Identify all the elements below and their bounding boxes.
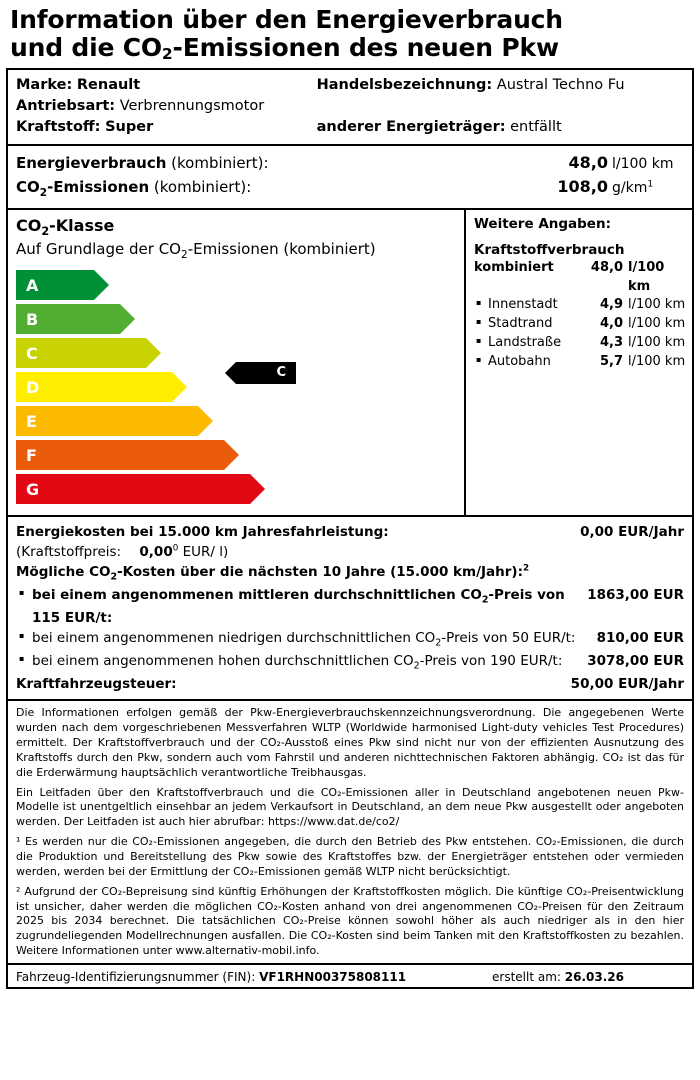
fuel-subvalue-unit: l/100 km [628,335,686,351]
co2-cost-row-text-a: bei einem angenommenen niedrigen durchschnittlichen CO [32,630,436,647]
vehicle-tax-value: 50,00 EUR/Jahr [570,676,684,693]
co2-class-bar-label: B [26,309,39,329]
fuel-combined-label: kombiniert [474,259,554,275]
energy-consumption-label-bold: Energieverbrauch [16,154,167,173]
footnote-paragraph-2: Ein Leitfaden über den Kraftstoffverbrauch und die CO₂-Emissionen aller in Deutschland angebotenen neuen Pkw-Modelle ist unentgeltlich einsehbar an jedem Verkaufsort in Deutschland, an dem neue Pkw ausgestellt oder angeboten werden. Der Leitfaden ist auch hier abrufbar: https://www.dat.de/co2/ [16,785,684,829]
fuel-price-sup: 0 [172,543,179,554]
co2-cost-row-amount: 3078,00 EUR [587,653,684,670]
fuel-combined-unit: l/100 km [628,259,665,294]
vin-footer [8,965,692,987]
co2-cost-row-text-sub: 2 [481,595,489,607]
co2-emission-unit-wrap [612,178,684,199]
label-body [6,68,694,989]
co2-class-marker: C [236,362,296,384]
page-title-line2 [10,34,692,62]
co2-class-bar-row [16,439,456,472]
co2-class-bar-row [16,303,456,336]
co2-class-bar-label: D [26,377,40,397]
further-info-heading: Weitere Angaben: [474,215,611,232]
co2-cost-heading-row [16,562,684,585]
fuel-label: Kraftstoff: [16,119,101,136]
co2-cost-heading-sub: 2 [110,572,118,584]
energy-consumption-row [16,151,684,175]
fuel-subvalue-value: 4,3 [599,335,623,351]
ident-row-fuel [16,117,684,138]
co2-cost-row-text-b: -Preis von [441,630,512,647]
co2-class-bar-label: A [26,275,39,295]
fuel-subvalue-unit: l/100 km [628,316,686,332]
co2-emission-label [16,176,557,202]
co2-cost-row-text-sub: 2 [435,638,442,650]
ident-row-drive [16,96,684,117]
ident-row-brand [16,75,684,96]
costs-section [8,517,692,701]
co2-cost-row-text [16,651,587,674]
trade-name-field [317,75,684,96]
page-title-line2-sub: 2 [161,45,173,64]
fuel-subvalue-value: 4,0 [599,316,623,332]
energy-consumption-value: 48,0 [568,153,608,173]
co2-class-bar-label: G [26,479,40,499]
vin-label: Fahrzeug-Identifizierungsnummer (FIN): [16,969,256,984]
co2-cost-row-text-a: bei einem angenommenen hohen durchschnittlichen CO [32,653,414,670]
fuel-combined-value: 48,0 [590,259,623,275]
fuel-subvalue-row [474,296,686,315]
fuel-price-text [16,542,684,562]
vehicle-tax-label: Kraftfahrzeugsteuer: [16,676,177,693]
footnote-paragraph-1: Die Informationen erfolgen gemäß der Pkw-Energieverbrauchskennzeichnungsverordnung. Die angegebenen Werte wurden nach dem vorgeschriebenen Messverfahren WLTP (Worldwide harmonised Light-duty vehicles Test Procedures) ermittelt. Der Kraftstoffverbrauch und der CO₂-Ausstoß eines Pkw sind nicht nur von der effizienten Ausnutzung des Kraftstoffs durch den Pkw, sondern auch vom Fahrstil und anderen nichttechnischen Faktoren abhängig. CO₂ ist das für die Erderwärmung hauptsächlich verantwortliche Treibhausgas. [16,706,684,779]
co2-cost-row-text-a: bei einem angenommenen mittleren durchschnittlichen CO [32,587,482,604]
co2-class-bar-a [16,270,94,300]
co2-class-heading [16,216,456,238]
energy-consumption-unit: l/100 km [612,156,674,173]
fuel-subvalue-row [474,353,686,372]
co2-class-bar-label: E [26,411,37,431]
fuel-field [16,117,317,138]
vin-field [16,970,406,984]
co2-cost-heading-sup: 2 [523,563,530,574]
fuel-subvalue-row [474,315,686,334]
co2-class-bar-g [16,474,250,504]
footnotes-section [8,701,692,965]
co2-class-bar-row [16,405,456,438]
fuel-subvalue-label: ▪ Innenstadt [474,296,583,315]
co2-emission-unit: g/km [612,180,648,197]
co2-class-bar-e [16,406,198,436]
co2-class-heading-a: CO [16,215,42,235]
trade-name-label: Handelsbezeichnung: [316,77,493,93]
footnote-paragraph-3: ¹ Es werden nur die CO₂-Emissionen angegeben, die durch den Betrieb des Pkw entstehen. CO₂-Emissionen, die durch die Produktion und Bereitstellung des Pkw sowie des Kraftstoffes bzw. der Energieträger entstehen oder vermieden werden, werden bei der Ermittlung der CO₂-Emissionen gemäß WLTP nicht berücksichtigt. [16,835,684,878]
co2-class-heading-sub: 2 [41,224,50,238]
co2-cost-row-text-b: -Preis von [488,587,565,604]
created-field [406,970,684,984]
co2-cost-row [16,585,684,628]
other-energy-field [317,117,684,138]
co2-cost-row-price-unit: EUR/t: [533,630,576,647]
co2-class-scale [8,210,466,515]
co2-class-bar-c [16,338,146,368]
brand-field [16,75,317,96]
co2-class-bar-b [16,304,120,334]
fuel-subvalue-unit: l/100 km [628,297,686,313]
fuel-price-value: 0,00 [139,544,173,561]
drive-type-field [16,96,317,117]
co2-class-section [8,210,692,517]
co2-cost-rows [16,585,684,674]
created-label: erstellt am: [492,969,561,984]
consumption-summary-section [8,146,692,210]
co2-class-heading-b: -Klasse [49,215,115,235]
brand-label: Marke: [16,77,73,93]
co2-class-subheading-a: Auf Grundlage der CO [16,239,181,258]
brand-value: Renault [76,77,141,93]
co2-class-bar-d [16,372,172,402]
co2-class-subheading-b: -Emissionen (kombiniert) [187,239,376,258]
energy-cost-label: Energiekosten bei 15.000 km Jahresfahrleistung: [16,523,389,540]
co2-emission-label-rest: (kombiniert): [149,178,252,197]
co2-cost-row [16,628,684,651]
co2-cost-row-price: 115 [32,610,65,627]
created-value: 26.03.26 [564,969,624,984]
co2-class-bars [16,269,456,506]
co2-class-bar-label: C [26,343,38,363]
co2-cost-heading-b: -Kosten über die nächsten 10 Jahre (15.000 km/Jahr): [117,564,523,581]
fuel-subvalue-unit: l/100 km [628,353,686,369]
co2-emission-value: 108,0 [557,177,608,197]
fuel-price-label-b: EUR/ l) [182,544,229,561]
co2-cost-row-amount: 1863,00 EUR [587,587,684,604]
co2-cost-row-text [16,628,597,651]
co2-class-bar-label: F [26,445,37,465]
vehicle-identification-section [8,70,692,146]
co2-cost-row-price-unit: EUR/t: [64,610,113,627]
fuel-subvalue-value: 4,9 [599,297,623,313]
fuel-combined-row [474,259,686,297]
co2-class-subheading-sub: 2 [181,248,188,261]
co2-emission-row [16,175,684,202]
co2-emission-label-a: CO [16,178,40,197]
co2-cost-row-text-b: -Preis von [419,653,491,670]
co2-cost-heading-a: Mögliche CO [16,564,111,581]
co2-emission-label-sub: 2 [39,187,48,200]
energy-consumption-label [16,152,569,175]
co2-cost-row-text [16,585,587,628]
fuel-subvalue-value: 5,7 [599,353,623,369]
co2-emission-unit-footnote: 1 [647,179,654,190]
energy-cost-row [16,522,684,542]
other-energy-label: anderer Energieträger: [316,119,506,136]
trade-name-value: Austral Techno Fu [496,77,625,93]
fuel-price-row [16,542,684,562]
co2-emission-label-b: -Emissionen [47,178,150,197]
energy-consumption-label-rest: (kombiniert): [166,154,269,173]
ident-row-drive-spacer [317,96,684,117]
other-energy-value: entfällt [510,119,562,136]
page-title-line1 [10,6,692,34]
fuel-consumption-heading: Kraftstoffverbrauch [474,241,625,258]
co2-cost-row-price-unit: EUR/t: [520,653,563,670]
page-title-line2-b: -Emissionen des neuen Pkw [172,33,559,62]
vehicle-tax-row [16,674,684,694]
fuel-subvalue-label: ▪ Stadtrand [474,315,583,334]
drive-type-value: Verbrennungsmotor [119,98,265,115]
co2-cost-row [16,651,684,674]
fuel-subvalue-label: ▪ Landstraße [474,334,583,353]
fuel-subvalue-rows [474,296,686,371]
fuel-subvalue-row [474,334,686,353]
energy-cost-value: 0,00 EUR/Jahr [580,523,684,540]
co2-cost-row-price: 190 [490,653,521,670]
co2-cost-row-text-sub: 2 [413,661,420,672]
co2-class-bar-row [16,473,456,506]
footnote-paragraph-4: ² Aufgrund der CO₂-Bepreisung sind künftig Erhöhungen der Kraftstoffkosten möglich. Die künftige CO₂-Preisentwicklung ist unsicher, daher werden die möglichen CO₂-Kosten anhand von drei angenommenen CO₂-Preisen für den Zeitraum 2025 bis 2034 berechnet. Die tatsächlichen CO₂-Preise können sowohl höher als auch niedriger als in den hier zugrundeliegenden Modellrechnungen ausfallen. Die CO₂-Kosten sind beim Tanken mit den Kraftstoffkosten zu bezahlen. Weitere Informationen unter www.alternativ-mobil.info. [16,884,684,958]
co2-class-bar-row [16,269,456,302]
page-title-line1-text: Information über den Energieverbrauch [10,5,563,34]
page-title-line2-a: und die CO [10,33,162,62]
co2-class-bar-f [16,440,224,470]
co2-class-subheading [16,240,456,261]
page-title [6,4,694,68]
fuel-price-label-a: (Kraftstoffpreis: [16,544,122,561]
fuel-subvalue-label: ▪ Autobahn [474,353,583,372]
drive-type-label: Antriebsart: [16,98,116,115]
co2-cost-row-amount: 810,00 EUR [596,630,684,647]
co2-cost-row-price: 50 [511,630,534,647]
further-info-panel [466,210,692,515]
co2-cost-heading [16,562,684,585]
fuel-value: Super [105,119,154,136]
vin-value: VF1RHN00375808111 [259,969,407,984]
